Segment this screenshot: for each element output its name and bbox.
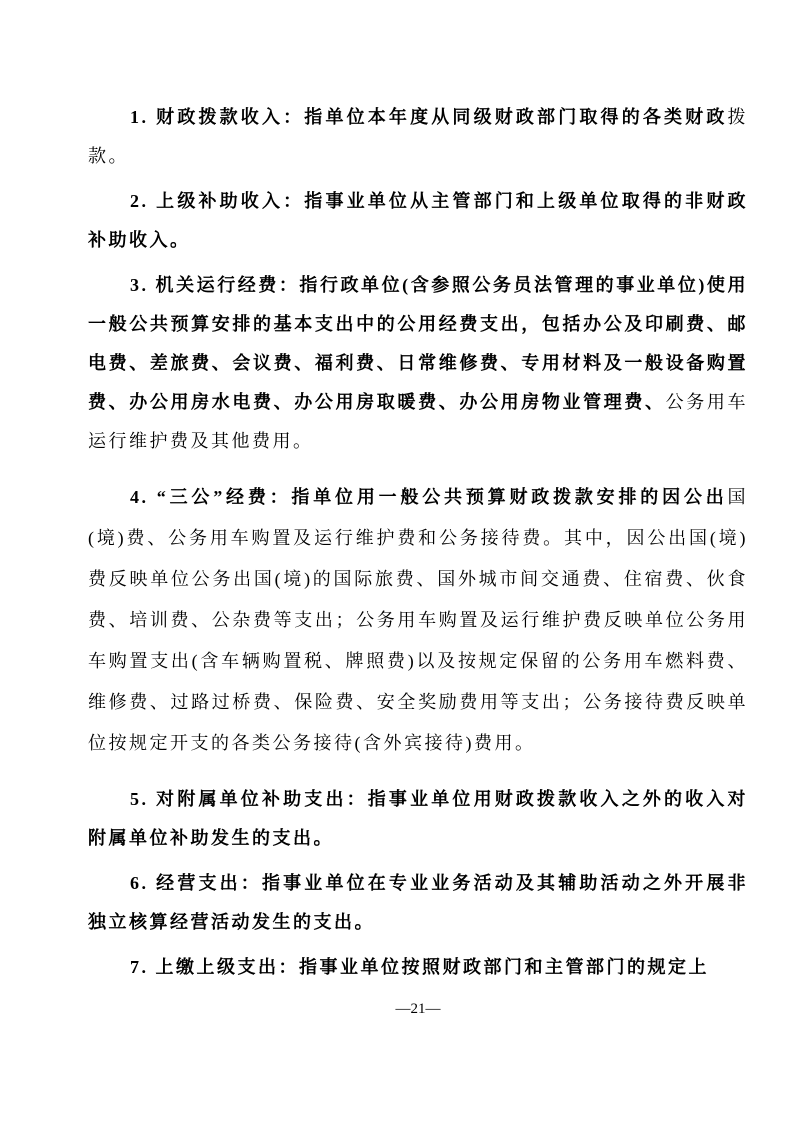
paragraph-3 (88, 266, 748, 461)
paragraph-5 (88, 780, 748, 858)
paragraph-1-body: 拨款。 (88, 107, 748, 166)
paragraph-4-body: 国(境)费、公务用车购置及运行维护费和公务接待费。其中，因公出国(境)费反映单位公务出国(境)的国际旅费、国外城市间交通费、住宿费、伙食费、培训费、公杂费等支出；公务用车购置及运行维护费反映单位公务用车购置支出(含车辆购置税、牌照费)以及按规定保留的公务用车燃料费、维修费、过路过桥费、保险费、安全奖励费用等支出；公务接待费反映单位按规定开支的各类公务接待(含外宾接待)费用。 (88, 487, 748, 753)
paragraph-3-body: 公务用车运行维护费及其他费用。 (88, 392, 749, 451)
paragraph-1-term: 1. 财政拨款收入：指单位本年度从同级财政部门取得的各类财政 (130, 107, 728, 127)
paragraph-2 (88, 182, 748, 260)
paragraph-5-term: 5. 对附属单位补助支出：指事业单位用财政拨款收入之外的收入对附属单位补助发生的支出。 (88, 789, 748, 848)
paragraph-3-term: 3. 机关运行经费：指行政单位(含参照公务员法管理的事业单位)使用一般公共预算安排的基本支出中的公用经费支出，包括办公及印刷费、邮电费、差旅费、会议费、福利费、日常维修费、专用材料及一般设备购置费、办公用房水电费、办公用房取暖费、办公用房物业管理费、 (88, 275, 748, 412)
paragraph-6-term: 6. 经营支出：指事业单位在专业业务活动及其辅助活动之外开展非独立核算经营活动发生的支出。 (88, 873, 748, 932)
paragraph-7 (88, 948, 748, 987)
page-number: —21— (395, 1001, 441, 1017)
paragraph-1 (88, 98, 748, 176)
paragraph-6 (88, 864, 748, 942)
paragraph-4 (88, 477, 748, 764)
paragraph-4-term: 4. “三公”经费：指单位用一般公共预算财政拨款安排的因公出 (130, 487, 728, 507)
paragraph-7-term: 7. 上缴上级支出：指事业单位按照财政部门和主管部门的规定上 (130, 957, 709, 977)
document-content (88, 98, 748, 1018)
paragraph-2-term: 2. 上级补助收入：指事业单位从主管部门和上级单位取得的非财政补助收入。 (88, 191, 748, 250)
